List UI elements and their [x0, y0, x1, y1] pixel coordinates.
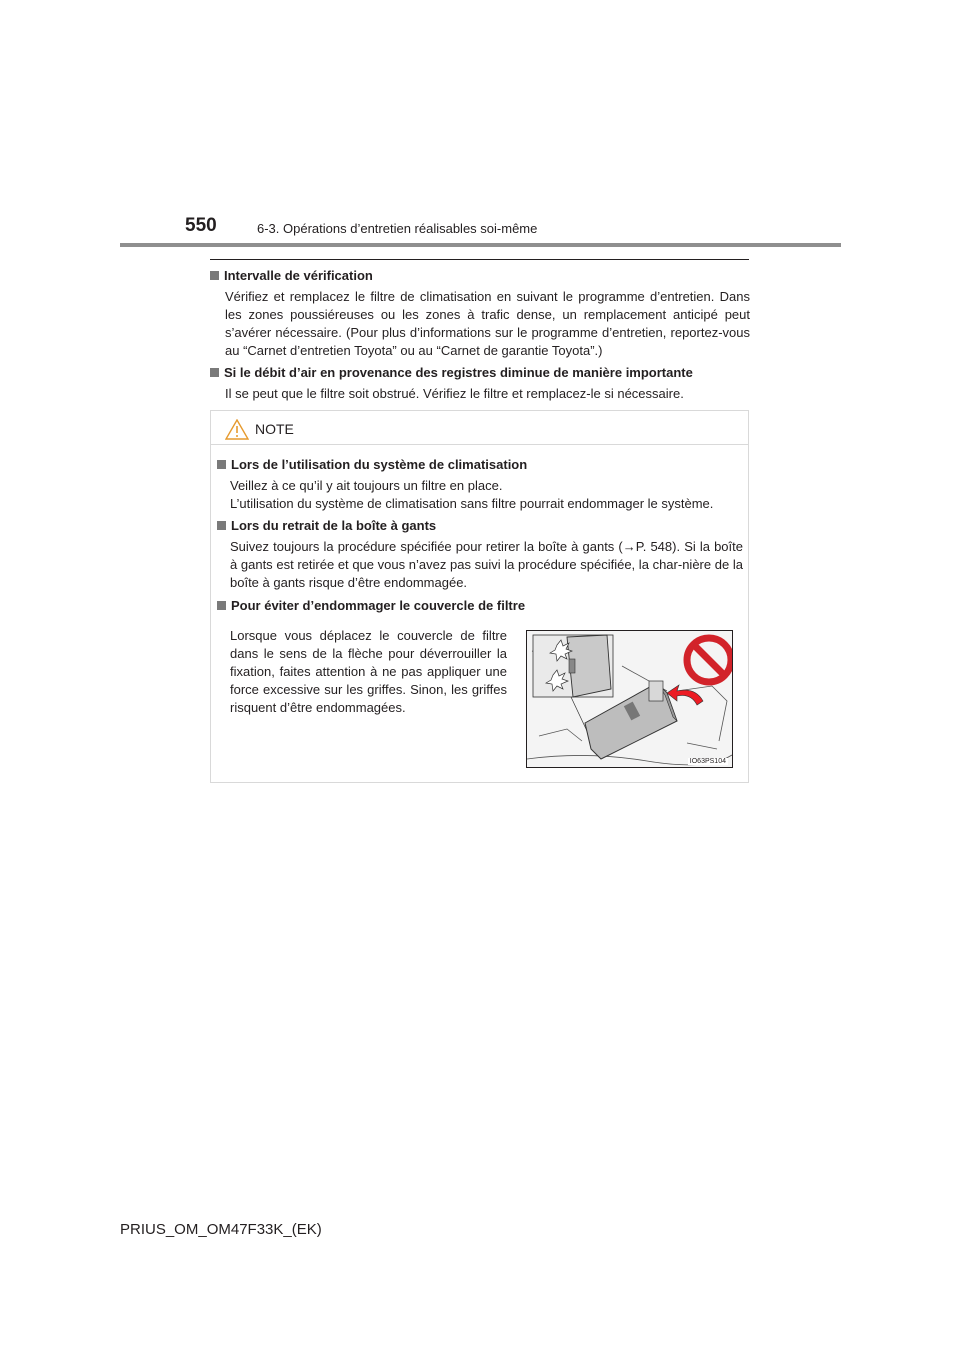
note-item-body: Lorsque vous déplacez le couvercle de filtre dans le sens de la flèche pour déverrouiller la fixation, faites attention à ne pas appliquer une force excessive sur les griffes. Sinon, les griffes risquent d’être endommagées. [230, 628, 507, 715]
page-number: 550 [185, 215, 217, 236]
note-label: NOTE [255, 421, 294, 437]
content-divider [210, 259, 749, 260]
section-heading: Si le débit d’air en provenance des registres diminue de manière importante [224, 365, 693, 380]
note-item-ac-use [217, 456, 743, 513]
note-item-body-line: L’utilisation du système de climatisation sans filtre pourrait endommager le système. [230, 496, 714, 511]
square-bullet-icon [210, 271, 219, 280]
square-bullet-icon [210, 368, 219, 377]
square-bullet-icon [217, 521, 226, 530]
section-inspection-interval [210, 267, 750, 360]
section-airflow-decrease [210, 364, 750, 403]
note-item-glovebox-removal [217, 517, 743, 592]
section-body: Vérifiez et remplacez le filtre de climatisation en suivant le programme d’entretien. Dans les zones poussiéreuses ou les zones à trafic dense, un remplacement anticipé peut s’avérer nécessaire. (Pour plus d’informations sur le programme d’entretien, reportez-vous au “Carnet d’entretien Toyota” ou au “Carnet de garantie Toyota”.) [225, 289, 750, 358]
note-item-filter-cover [217, 597, 743, 615]
section-title: 6-3. Opérations d’entretien réalisables soi-même [257, 221, 538, 236]
document-code: PRIUS_OM_OM47F33K_(EK) [120, 1221, 322, 1238]
note-header [211, 411, 748, 445]
header-rule [120, 243, 841, 247]
note-box [210, 410, 749, 783]
note-item-heading: Pour éviter d’endommager le couvercle de filtre [231, 598, 526, 613]
figure-code: IO63PS104 [689, 758, 726, 765]
section-heading: Intervalle de vérification [224, 268, 373, 283]
note-item-body-line: Veillez à ce qu’il y ait toujours un filtre en place. [230, 478, 503, 493]
note-item-body: Suivez toujours la procédure spécifiée pour retirer la boîte à gants (→P. 548). Si la boîte à gants est retirée et que vous n’avez pas suivi la procédure spécifiée, la char-nière de la boîte à gants risque d’être endommagée. [230, 539, 743, 590]
square-bullet-icon [217, 601, 226, 610]
section-body: Il se peut que le filtre soit obstrué. Vérifiez le filtre et remplacez-le si nécessaire. [225, 386, 684, 401]
note-item-heading: Lors du retrait de la boîte à gants [231, 518, 437, 533]
filter-cover-illustration [526, 630, 733, 768]
filter-cover-drawing [527, 631, 732, 767]
note-item-heading: Lors de l’utilisation du système de climatisation [231, 457, 528, 472]
warning-triangle-icon [225, 419, 249, 440]
square-bullet-icon [217, 460, 226, 469]
